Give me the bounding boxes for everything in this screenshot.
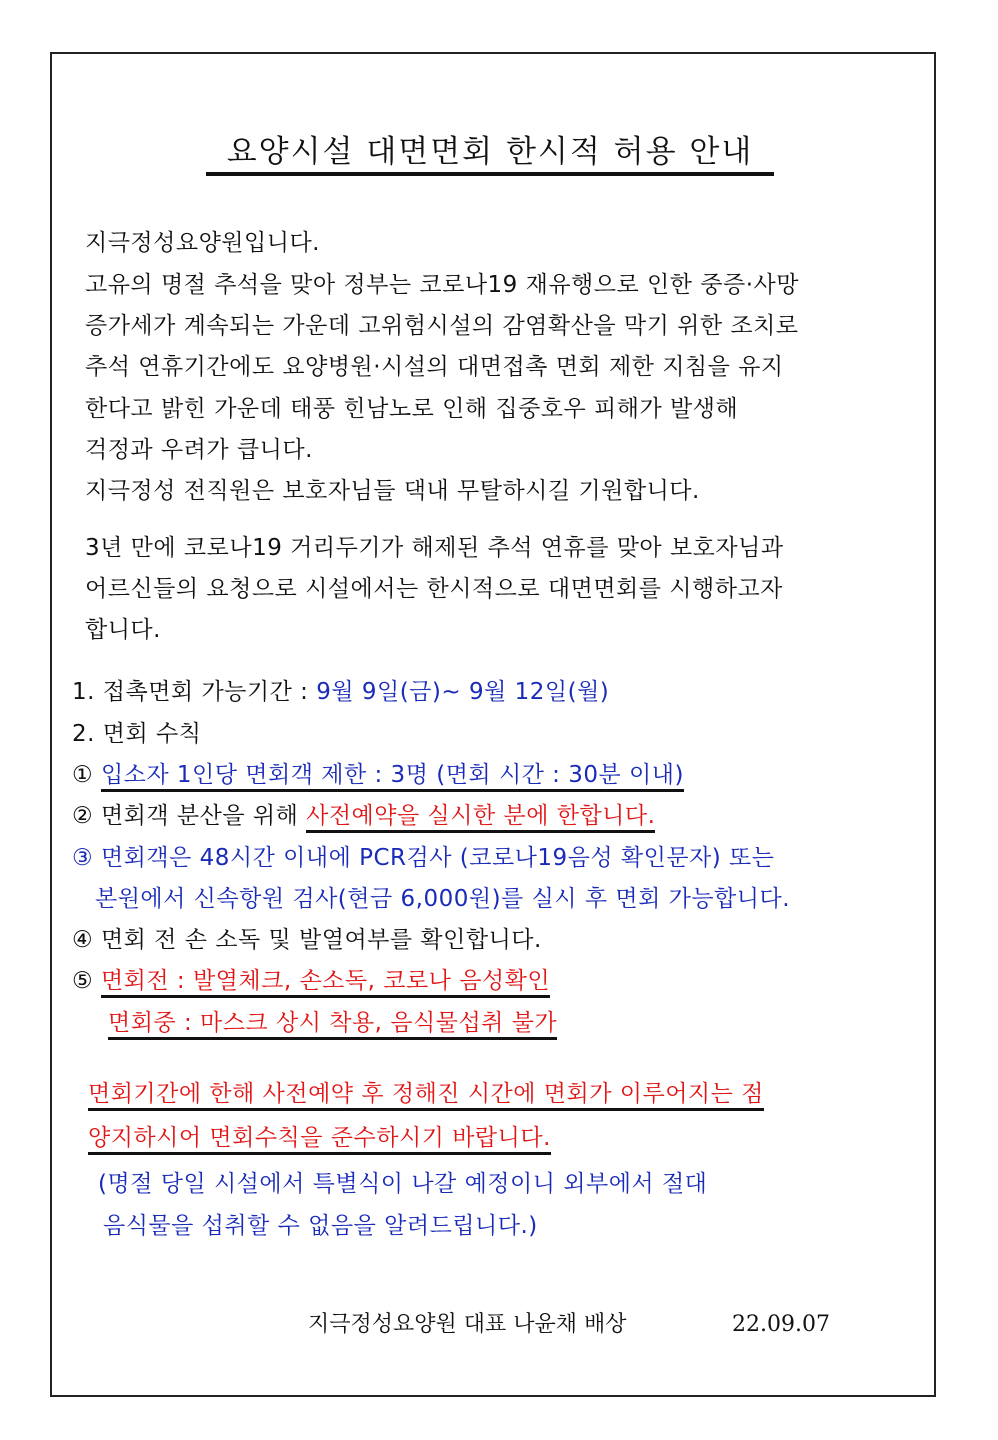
rule-4 (72, 925, 542, 955)
rule-1-number: ① (72, 762, 94, 788)
announcement-line-2: 어르신들의 요청으로 시설에서는 한시적으로 대면면회를 시행하고자 (85, 576, 783, 602)
announcement-line-3: 합니다. (85, 617, 161, 643)
warning-line-2 (88, 1123, 551, 1153)
rule-4-number: ④ (72, 927, 94, 953)
item-1 (72, 677, 609, 707)
intro-line-7: 지극정성 전직원은 보호자님들 댁내 무탈하시길 기원합니다. (85, 478, 700, 504)
rule-3-text: 면회객은 48시간 이내에 PCR검사 (코로나19음성 확인문자) 또는 (100, 845, 775, 871)
item-2-heading: 2. 면회 수칙 (72, 721, 202, 747)
visit-period: 9월 9일(금)~ 9월 12일(월) (316, 679, 610, 705)
rule-1-text: 입소자 1인당 면회객 제한 : 3명 (면회 시간 : 30분 이내) (101, 762, 684, 792)
rule-2-number: ② (72, 803, 94, 829)
notice-title: 요양시설 대면면회 한시적 허용 안내 (206, 132, 774, 176)
rule-3-line-1 (72, 843, 775, 873)
warning-text-1: 면회기간에 한해 사전예약 후 정해진 시간에 면회가 이루어지는 점 (88, 1081, 764, 1111)
rule-4-text: 면회 전 손 소독 및 발열여부를 확인합니다. (100, 927, 542, 953)
rule-2 (72, 801, 655, 831)
intro-line-1: 지극정성요양원입니다. (85, 230, 320, 256)
rule-3-number: ③ (72, 845, 94, 871)
intro-line-5: 한다고 밝힌 가운데 태풍 힌남노로 인해 집중호우 피해가 발생해 (85, 396, 739, 422)
item-1-label: 1. 접촉면회 가능기간 : (72, 679, 317, 705)
intro-line-4: 추석 연휴기간에도 요양병원·시설의 대면접촉 면회 제한 지침을 유지 (85, 354, 784, 380)
rule-5-line-2 (108, 1008, 557, 1038)
rule-5-number: ⑤ (72, 968, 94, 994)
announcement-line-1: 3년 만에 코로나19 거리두기가 해제된 추석 연휴를 맞아 보호자님과 (85, 535, 784, 561)
warning-line-1 (88, 1079, 764, 1109)
notice-date: 22.09.07 (732, 1312, 830, 1337)
note-line-2: 음식물을 섭취할 수 없음을 알려드립니다.) (103, 1213, 538, 1239)
rule-2-text: 면회객 분산을 위해 (100, 803, 307, 829)
rule-5-before-visit: 면회전 : 발열체크, 손소독, 코로나 음성확인 (101, 968, 550, 998)
signature: 지극정성요양원 대표 나윤채 배상 (308, 1312, 627, 1337)
note-line-1: (명절 당일 시설에서 특별식이 나갈 예정이니 외부에서 절대 (98, 1171, 708, 1197)
warning-text-2: 양지하시어 면회수칙을 준수하시기 바랍니다. (88, 1125, 551, 1155)
intro-line-6: 걱정과 우려가 큽니다. (85, 437, 313, 463)
rule-3-line-2: 본원에서 신속항원 검사(현금 6,000원)를 실시 후 면회 가능합니다. (95, 886, 791, 912)
intro-line-3: 증가세가 계속되는 가운데 고위험시설의 감염확산을 막기 위한 조치로 (85, 313, 799, 339)
rule-2-emphasis: 사전예약을 실시한 분에 한합니다. (306, 803, 655, 833)
rule-1 (72, 760, 684, 790)
rule-5-during-visit: 면회중 : 마스크 상시 착용, 음식물섭취 불가 (108, 1010, 557, 1040)
rule-5-line-1 (72, 966, 550, 996)
intro-line-2: 고유의 명절 추석을 맞아 정부는 코로나19 재유행으로 인한 중증·사망 (85, 272, 799, 298)
